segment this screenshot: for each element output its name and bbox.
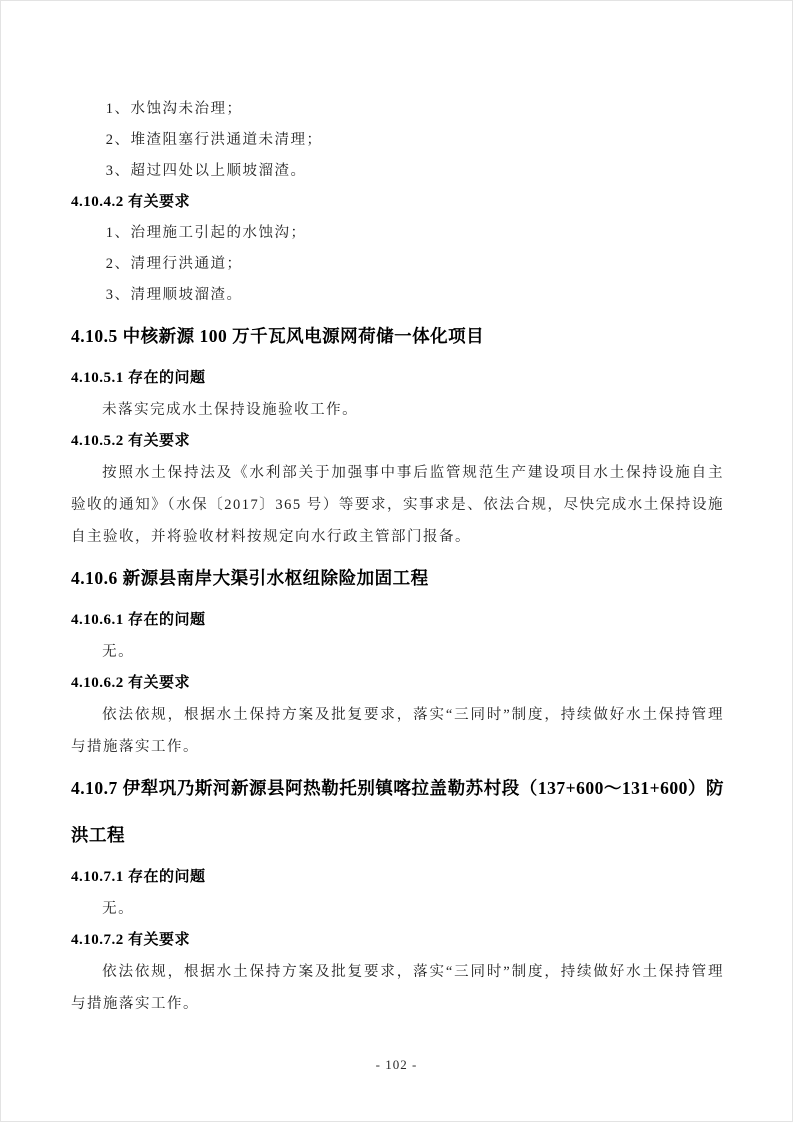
list-item: 2、清理行洪通道； xyxy=(105,256,243,272)
list-item: 1、治理施工引起的水蚀沟； xyxy=(105,225,307,241)
list-item: 2、堆渣阻塞行洪通道未清理； xyxy=(105,132,323,148)
list-item: 3、清理顺坡溜渣。 xyxy=(105,287,243,303)
subsection-heading-4-10-7-2: 4.10.7.2 有关要求 xyxy=(71,932,191,948)
page-number: - 102 - xyxy=(375,1057,418,1072)
paragraph: 按照水土保持法及《水利部关于加强事中事后监管规范生产建设项目水土保持设施自主验收的通知》（水保〔2017〕365 号）等要求，实事求是、依法合规，尽快完成水土保持设施自主验收，并将验收材料按规定向水行政主管部门报备。 xyxy=(71,465,724,545)
paragraph: 依法依规，根据水土保持方案及批复要求，落实“三同时”制度，持续做好水土保持管理与措施落实工作。 xyxy=(71,707,724,755)
subsection-heading-4-10-6-1: 4.10.6.1 存在的问题 xyxy=(71,612,206,628)
subsection-heading-4-10-4-2: 4.10.4.2 有关要求 xyxy=(71,194,191,210)
list-item: 1、水蚀沟未治理； xyxy=(105,101,243,117)
subsection-heading-4-10-7-1: 4.10.7.1 存在的问题 xyxy=(71,869,206,885)
section-heading-4-10-5: 4.10.5 中核新源 100 万千瓦风电源网荷储一体化项目 xyxy=(71,326,485,346)
section-heading-4-10-7: 4.10.7 伊犁巩乃斯河新源县阿热勒托别镇喀拉盖勒苏村段（137+600～131+600）防洪工程 xyxy=(71,778,724,845)
paragraph: 无。 xyxy=(102,644,135,660)
section-heading-4-10-6: 4.10.6 新源县南岸大渠引水枢纽除险加固工程 xyxy=(71,568,429,588)
subsection-heading-4-10-6-2: 4.10.6.2 有关要求 xyxy=(71,675,191,691)
paragraph: 未落实完成水土保持设施验收工作。 xyxy=(102,402,359,418)
paragraph: 依法依规，根据水土保持方案及批复要求，落实“三同时”制度，持续做好水土保持管理与措施落实工作。 xyxy=(71,964,724,1012)
subsection-heading-4-10-5-1: 4.10.5.1 存在的问题 xyxy=(71,370,206,386)
list-item: 3、超过四处以上顺坡溜渣。 xyxy=(105,163,307,179)
subsection-heading-4-10-5-2: 4.10.5.2 有关要求 xyxy=(71,433,191,449)
paragraph: 无。 xyxy=(102,901,135,917)
